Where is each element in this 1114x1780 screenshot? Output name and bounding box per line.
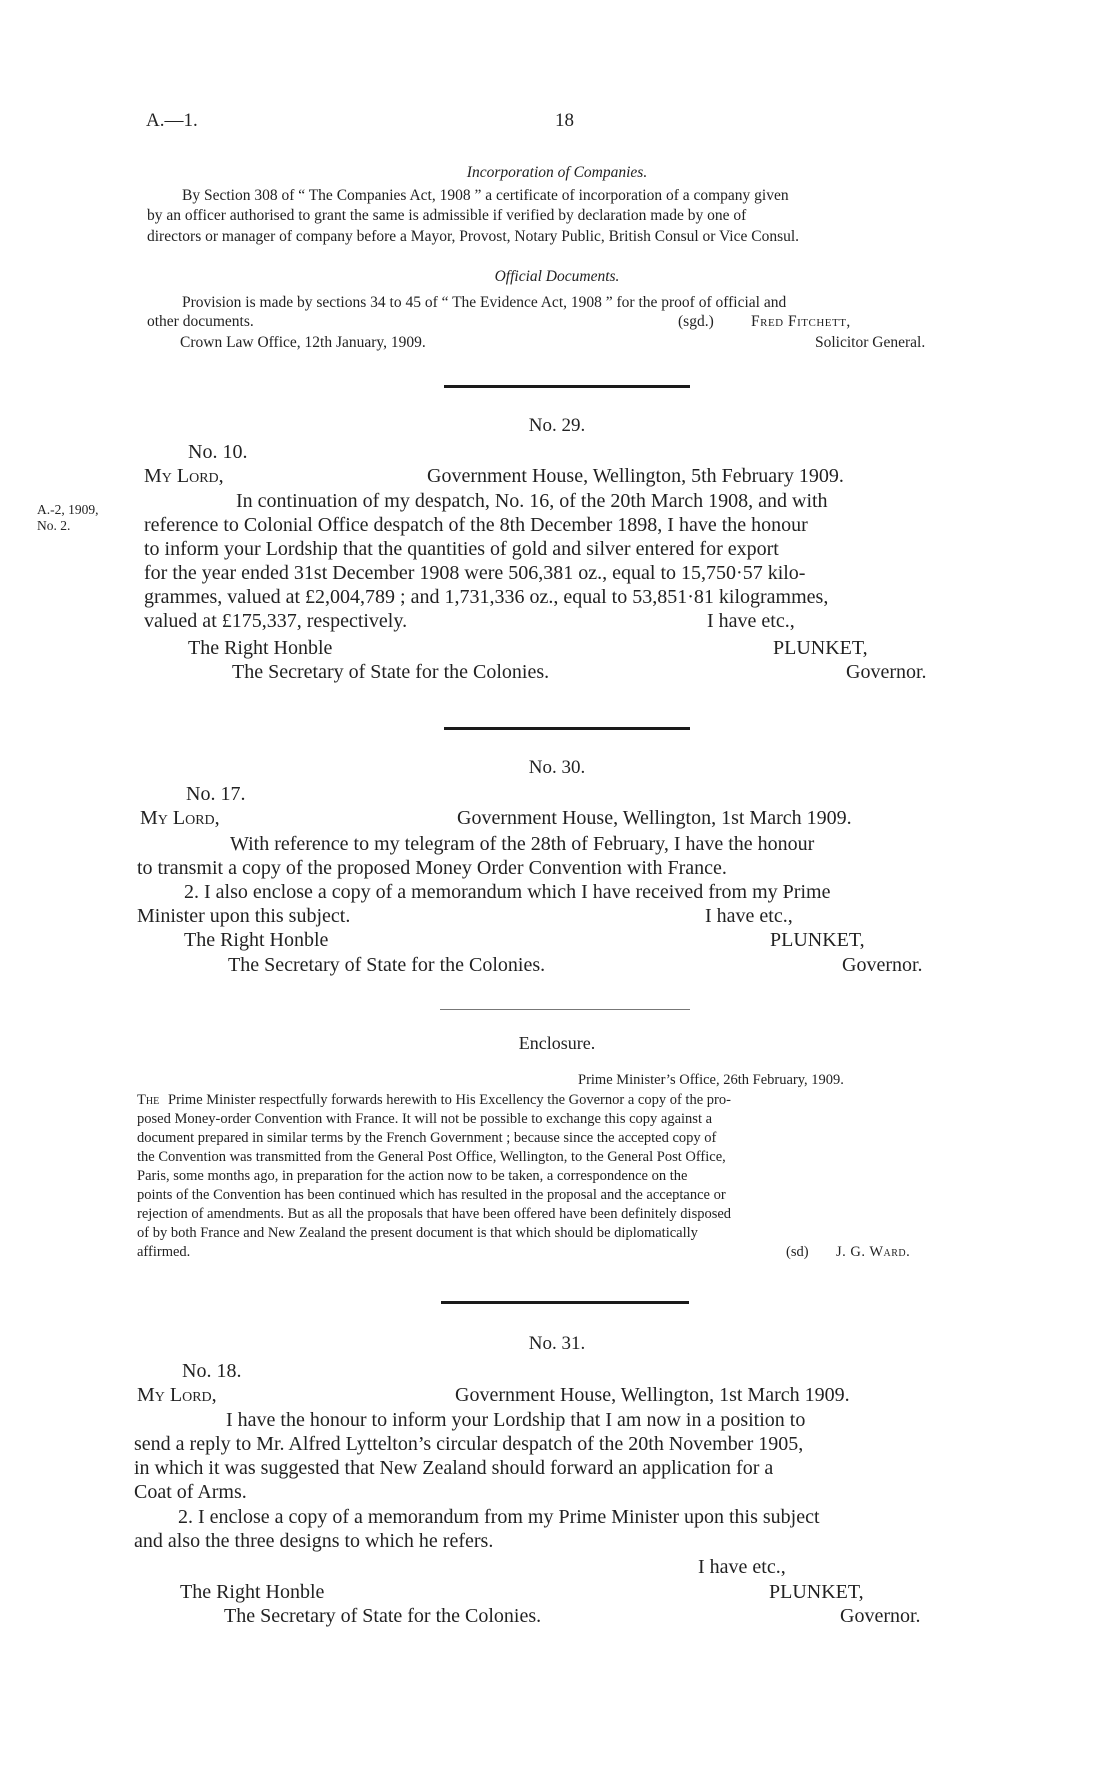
enclosure-heading: Enclosure. — [518, 1033, 596, 1053]
body-line: Coat of Arms. — [134, 1481, 247, 1503]
divider — [444, 385, 690, 388]
incorporation-line: directors or manager of company before a Mayor, Provost, Notary Public, British Consul or Vice Consul. — [147, 228, 800, 245]
incorporation-heading: Incorporation of Companies. — [466, 164, 648, 181]
sender-title: Governor. — [846, 661, 927, 683]
official-line: Provision is made by sections 34 to 45 of “ The Evidence Act, 1908 ” for the proof of official and — [182, 294, 787, 311]
sender-name: PLUNKET, — [773, 637, 868, 659]
divider — [440, 1009, 690, 1010]
body-line: In continuation of my despatch, No. 16, of the 20th March 1908, and with — [236, 490, 828, 512]
official-line: other documents. — [147, 313, 254, 330]
body-line: for the year ended 31st December 1908 were 506,381 oz., equal to 15,750·57 kilo- — [144, 562, 806, 584]
body-line: send a reply to Mr. Alfred Lyttelton’s circular despatch of the 20th November 1905, — [134, 1433, 804, 1455]
recipient-line: The Secretary of State for the Colonies. — [232, 661, 550, 683]
sender-title: Governor. — [840, 1605, 921, 1627]
despatch-ref: No. 17. — [186, 783, 246, 805]
body-line: to transmit a copy of the proposed Money Order Convention with France. — [137, 857, 727, 879]
body-line: Minister upon this subject. — [137, 905, 351, 927]
incorporation-line: by an officer authorised to grant the same is admissible if verified by declaration made by one of — [147, 207, 747, 224]
enclosure-signer: J. G. Ward. — [836, 1244, 911, 1260]
recipient-line: The Right Honble — [180, 1581, 325, 1603]
enclosure-line: Prime Minister respectfully forwards herewith to His Excellency the Governor a copy of the pro- — [168, 1092, 731, 1108]
enclosure-place-date: Prime Minister’s Office, 26th February, 1909. — [578, 1072, 844, 1088]
recipient-line: The Secretary of State for the Colonies. — [228, 954, 546, 976]
divider — [444, 727, 690, 730]
address-date: Government House, Wellington, 5th February 1909. — [427, 465, 844, 487]
despatch-ref: No. 18. — [182, 1360, 242, 1382]
sender-name: PLUNKET, — [770, 929, 865, 951]
sender-title: Governor. — [842, 954, 923, 976]
body-line: in which it was suggested that New Zealand should forward an application for a — [134, 1457, 774, 1479]
margin-note: No. 2. — [37, 518, 71, 533]
enclosure-line: of by both France and New Zealand the present document is that which should be diplomatically — [137, 1225, 698, 1241]
body-line: reference to Colonial Office despatch of the 8th December 1898, I have the honour — [144, 514, 808, 536]
sender-name: PLUNKET, — [769, 1581, 864, 1603]
recipient-line: The Right Honble — [188, 637, 333, 659]
closing: I have etc., — [698, 1556, 786, 1578]
address-date: Government House, Wellington, 1st March 1909. — [457, 807, 852, 829]
body-line: to inform your Lordship that the quantities of gold and silver entered for export — [144, 538, 779, 560]
signer-title: Solicitor General. — [815, 334, 926, 351]
body-line: I have the honour to inform your Lordship that I am now in a position to — [226, 1409, 806, 1431]
closing: I have etc., — [707, 610, 795, 632]
enclosure-lead: The — [137, 1092, 160, 1108]
enclosure-line: document prepared in similar terms by the French Government ; because since the accepted copy of — [137, 1130, 717, 1146]
sd-label: (sd) — [786, 1244, 809, 1260]
page-number: 18 — [555, 110, 574, 131]
office-date: Crown Law Office, 12th January, 1909. — [180, 334, 426, 351]
body-line: With reference to my telegram of the 28th of February, I have the honour — [230, 833, 815, 855]
salutation: My Lord, — [137, 1384, 217, 1406]
despatch-number: No. 29. — [528, 415, 586, 436]
enclosure-line: posed Money-order Convention with France. It will not be possible to exchange this copy against a — [137, 1111, 713, 1127]
recipient-line: The Right Honble — [184, 929, 329, 951]
address-date: Government House, Wellington, 1st March 1909. — [455, 1384, 850, 1406]
enclosure-line: points of the Convention has been continued which has resulted in the proposal and the acceptance or — [137, 1187, 726, 1203]
body-line: grammes, valued at £2,004,789 ; and 1,731,336 oz., equal to 53,851·81 kilogrammes, — [144, 586, 829, 608]
enclosure-line: affirmed. — [137, 1244, 191, 1260]
body-line: and also the three designs to which he refers. — [134, 1530, 494, 1552]
series-label: A.—1. — [146, 110, 198, 131]
despatch-number: No. 30. — [528, 757, 586, 778]
despatch-ref: No. 10. — [188, 441, 248, 463]
enclosure-line: the Convention was transmitted from the General Post Office, Wellington, to the General Post Office, — [137, 1149, 726, 1165]
official-heading: Official Documents. — [494, 268, 620, 285]
enclosure-line: rejection of amendments. But as all the proposals that have been offered have been definitely disposed — [137, 1206, 732, 1222]
body-line: 2. I enclose a copy of a memorandum from my Prime Minister upon this subject — [178, 1506, 820, 1528]
body-line: valued at £175,337, respectively. — [144, 610, 408, 632]
enclosure-line: Paris, some months ago, in preparation for the action now to be taken, a correspondence on the — [137, 1168, 688, 1184]
sgd-label: (sgd.) — [678, 313, 714, 330]
margin-note: A.-2, 1909, — [37, 502, 99, 517]
salutation: My Lord, — [140, 807, 220, 829]
closing: I have etc., — [705, 905, 793, 927]
divider — [441, 1301, 689, 1304]
despatch-number: No. 31. — [528, 1333, 586, 1354]
signer-name: Fred Fitchett, — [751, 313, 851, 330]
recipient-line: The Secretary of State for the Colonies. — [224, 1605, 542, 1627]
salutation: My Lord, — [144, 465, 224, 487]
body-line: 2. I also enclose a copy of a memorandum which I have received from my Prime — [184, 881, 831, 903]
incorporation-line: By Section 308 of “ The Companies Act, 1908 ” a certificate of incorporation of a company given — [182, 187, 789, 204]
